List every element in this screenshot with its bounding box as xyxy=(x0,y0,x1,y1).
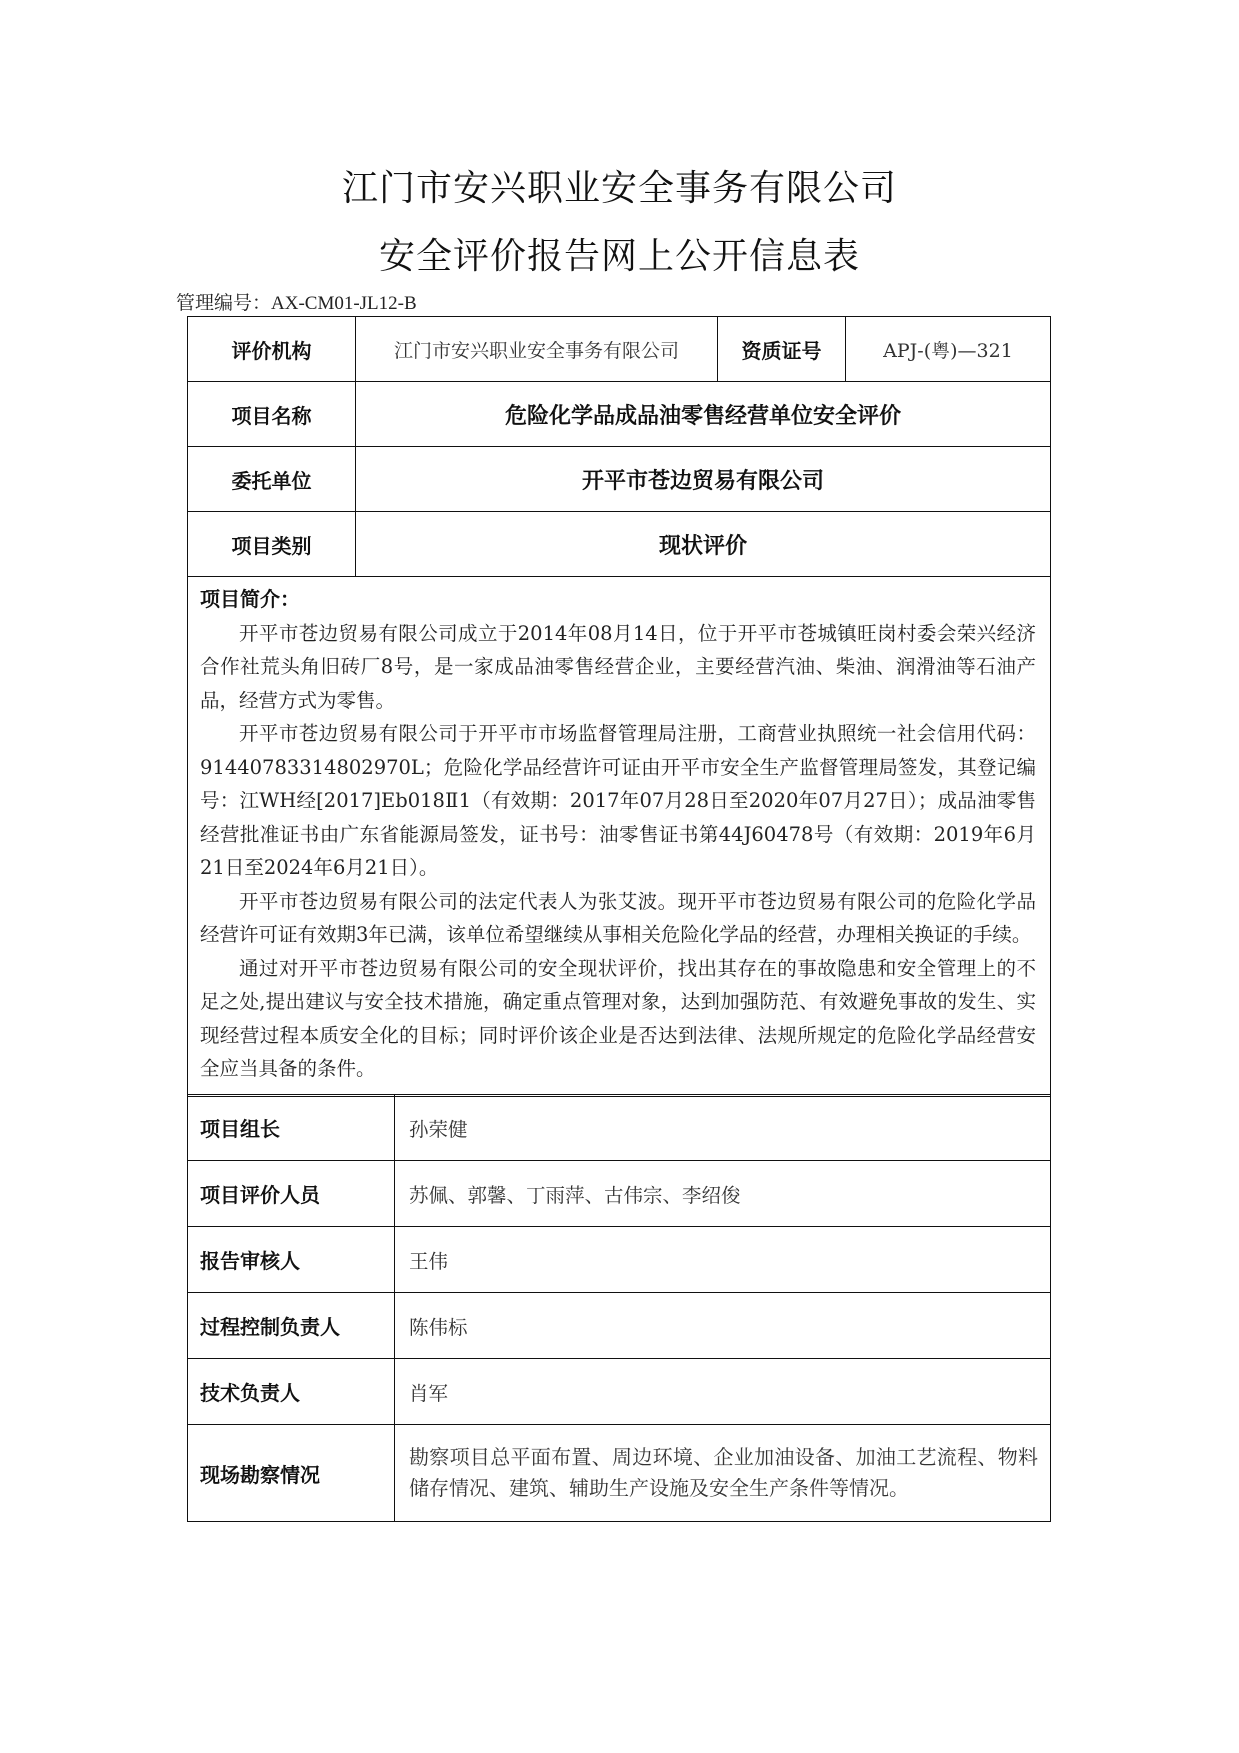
table-row xyxy=(188,1227,1051,1293)
intro-heading: 项目简介： xyxy=(200,587,300,611)
evaluators-label: 项目评价人员 xyxy=(188,1161,395,1227)
table-row xyxy=(188,382,1051,447)
management-number: 管理编号：AX-CM01-JL12-B xyxy=(176,293,417,314)
intro-paragraph: 开平市苍边贸易有限公司于开平市市场监督管理局注册，工商营业执照统一社会信用代码：91440783314802970L；危险化学品经营许可证由开平市安全生产监督管理局签发，其登记编号：江WH经[2017]Eb018Ⅱ1（有效期：2017年07月28日至2020年07月27日）；成品油零售经营批准证书由广东省能源局签发，证书号：油零售证书第44J60478号（有效期：2019年6月21日至2024年6月21日）。 xyxy=(200,722,1036,879)
client-value: 开平市苍边贸易有限公司 xyxy=(356,447,1051,512)
project-name-value: 危险化学品成品油零售经营单位安全评价 xyxy=(356,382,1051,447)
intro-paragraph: 通过对开平市苍边贸易有限公司的安全现状评价，找出其存在的事故隐患和安全管理上的不足之处,提出建议与安全技术措施，确定重点管理对象，达到加强防范、有效避免事故的发生、实现经营过程本质安全化的目标；同时评价该企业是否达到法律、法规所规定的危险化学品经营安全应当具备的条件。 xyxy=(200,956,1036,1080)
table-row xyxy=(188,447,1051,512)
category-value: 现状评价 xyxy=(356,512,1051,577)
process-control-value: 陈伟标 xyxy=(395,1293,1051,1359)
table-row xyxy=(188,512,1051,577)
category-label: 项目类别 xyxy=(188,512,356,577)
table-row xyxy=(188,577,1051,1097)
site-survey-label: 现场勘察情况 xyxy=(188,1425,395,1522)
reviewer-label: 报告审核人 xyxy=(188,1227,395,1293)
table-row xyxy=(188,1095,1051,1161)
table-row xyxy=(188,1359,1051,1425)
table-row xyxy=(188,1293,1051,1359)
process-control-label: 过程控制负责人 xyxy=(188,1293,395,1359)
intro-paragraph: 开平市苍边贸易有限公司成立于2014年08月14日，位于开平市苍城镇旺岗村委会荣兴经济合作社荒头角旧砖厂8号，是一家成品油零售经营企业，主要经营汽油、柴油、润滑油等石油产品，经营方式为零售。 xyxy=(200,621,1036,712)
personnel-table xyxy=(187,1094,1051,1522)
org-label: 评价机构 xyxy=(188,317,356,382)
cert-label: 资质证号 xyxy=(718,317,846,382)
project-intro xyxy=(188,577,1051,1097)
document-subtitle: 安全评价报告网上公开信息表 xyxy=(378,236,860,277)
cert-value: APJ-(粤)—321 xyxy=(846,317,1051,382)
intro-paragraph: 开平市苍边贸易有限公司的法定代表人为张艾波。现开平市苍边贸易有限公司的危险化学品经营许可证有效期3年已满，该单位希望继续从事相关危险化学品的经营，办理相关换证的手续。 xyxy=(200,889,1036,946)
info-table xyxy=(187,316,1051,1097)
project-name-label: 项目名称 xyxy=(188,382,356,447)
client-label: 委托单位 xyxy=(188,447,356,512)
org-value: 江门市安兴职业安全事务有限公司 xyxy=(356,317,718,382)
team-leader-label: 项目组长 xyxy=(188,1095,395,1161)
technical-lead-label: 技术负责人 xyxy=(188,1359,395,1425)
site-survey-value: 勘察项目总平面布置、周边环境、企业加油设备、加油工艺流程、物料储存情况、建筑、辅助生产设施及安全生产条件等情况。 xyxy=(395,1425,1051,1522)
technical-lead-value: 肖军 xyxy=(395,1359,1051,1425)
team-leader-value: 孙荣健 xyxy=(395,1095,1051,1161)
table-row xyxy=(188,1425,1051,1522)
document-title: 江门市安兴职业安全事务有限公司 xyxy=(341,168,897,209)
evaluators-value: 苏佩、郭馨、丁雨萍、古伟宗、李绍俊 xyxy=(395,1161,1051,1227)
table-row xyxy=(188,317,1051,382)
table-row xyxy=(188,1161,1051,1227)
reviewer-value: 王伟 xyxy=(395,1227,1051,1293)
